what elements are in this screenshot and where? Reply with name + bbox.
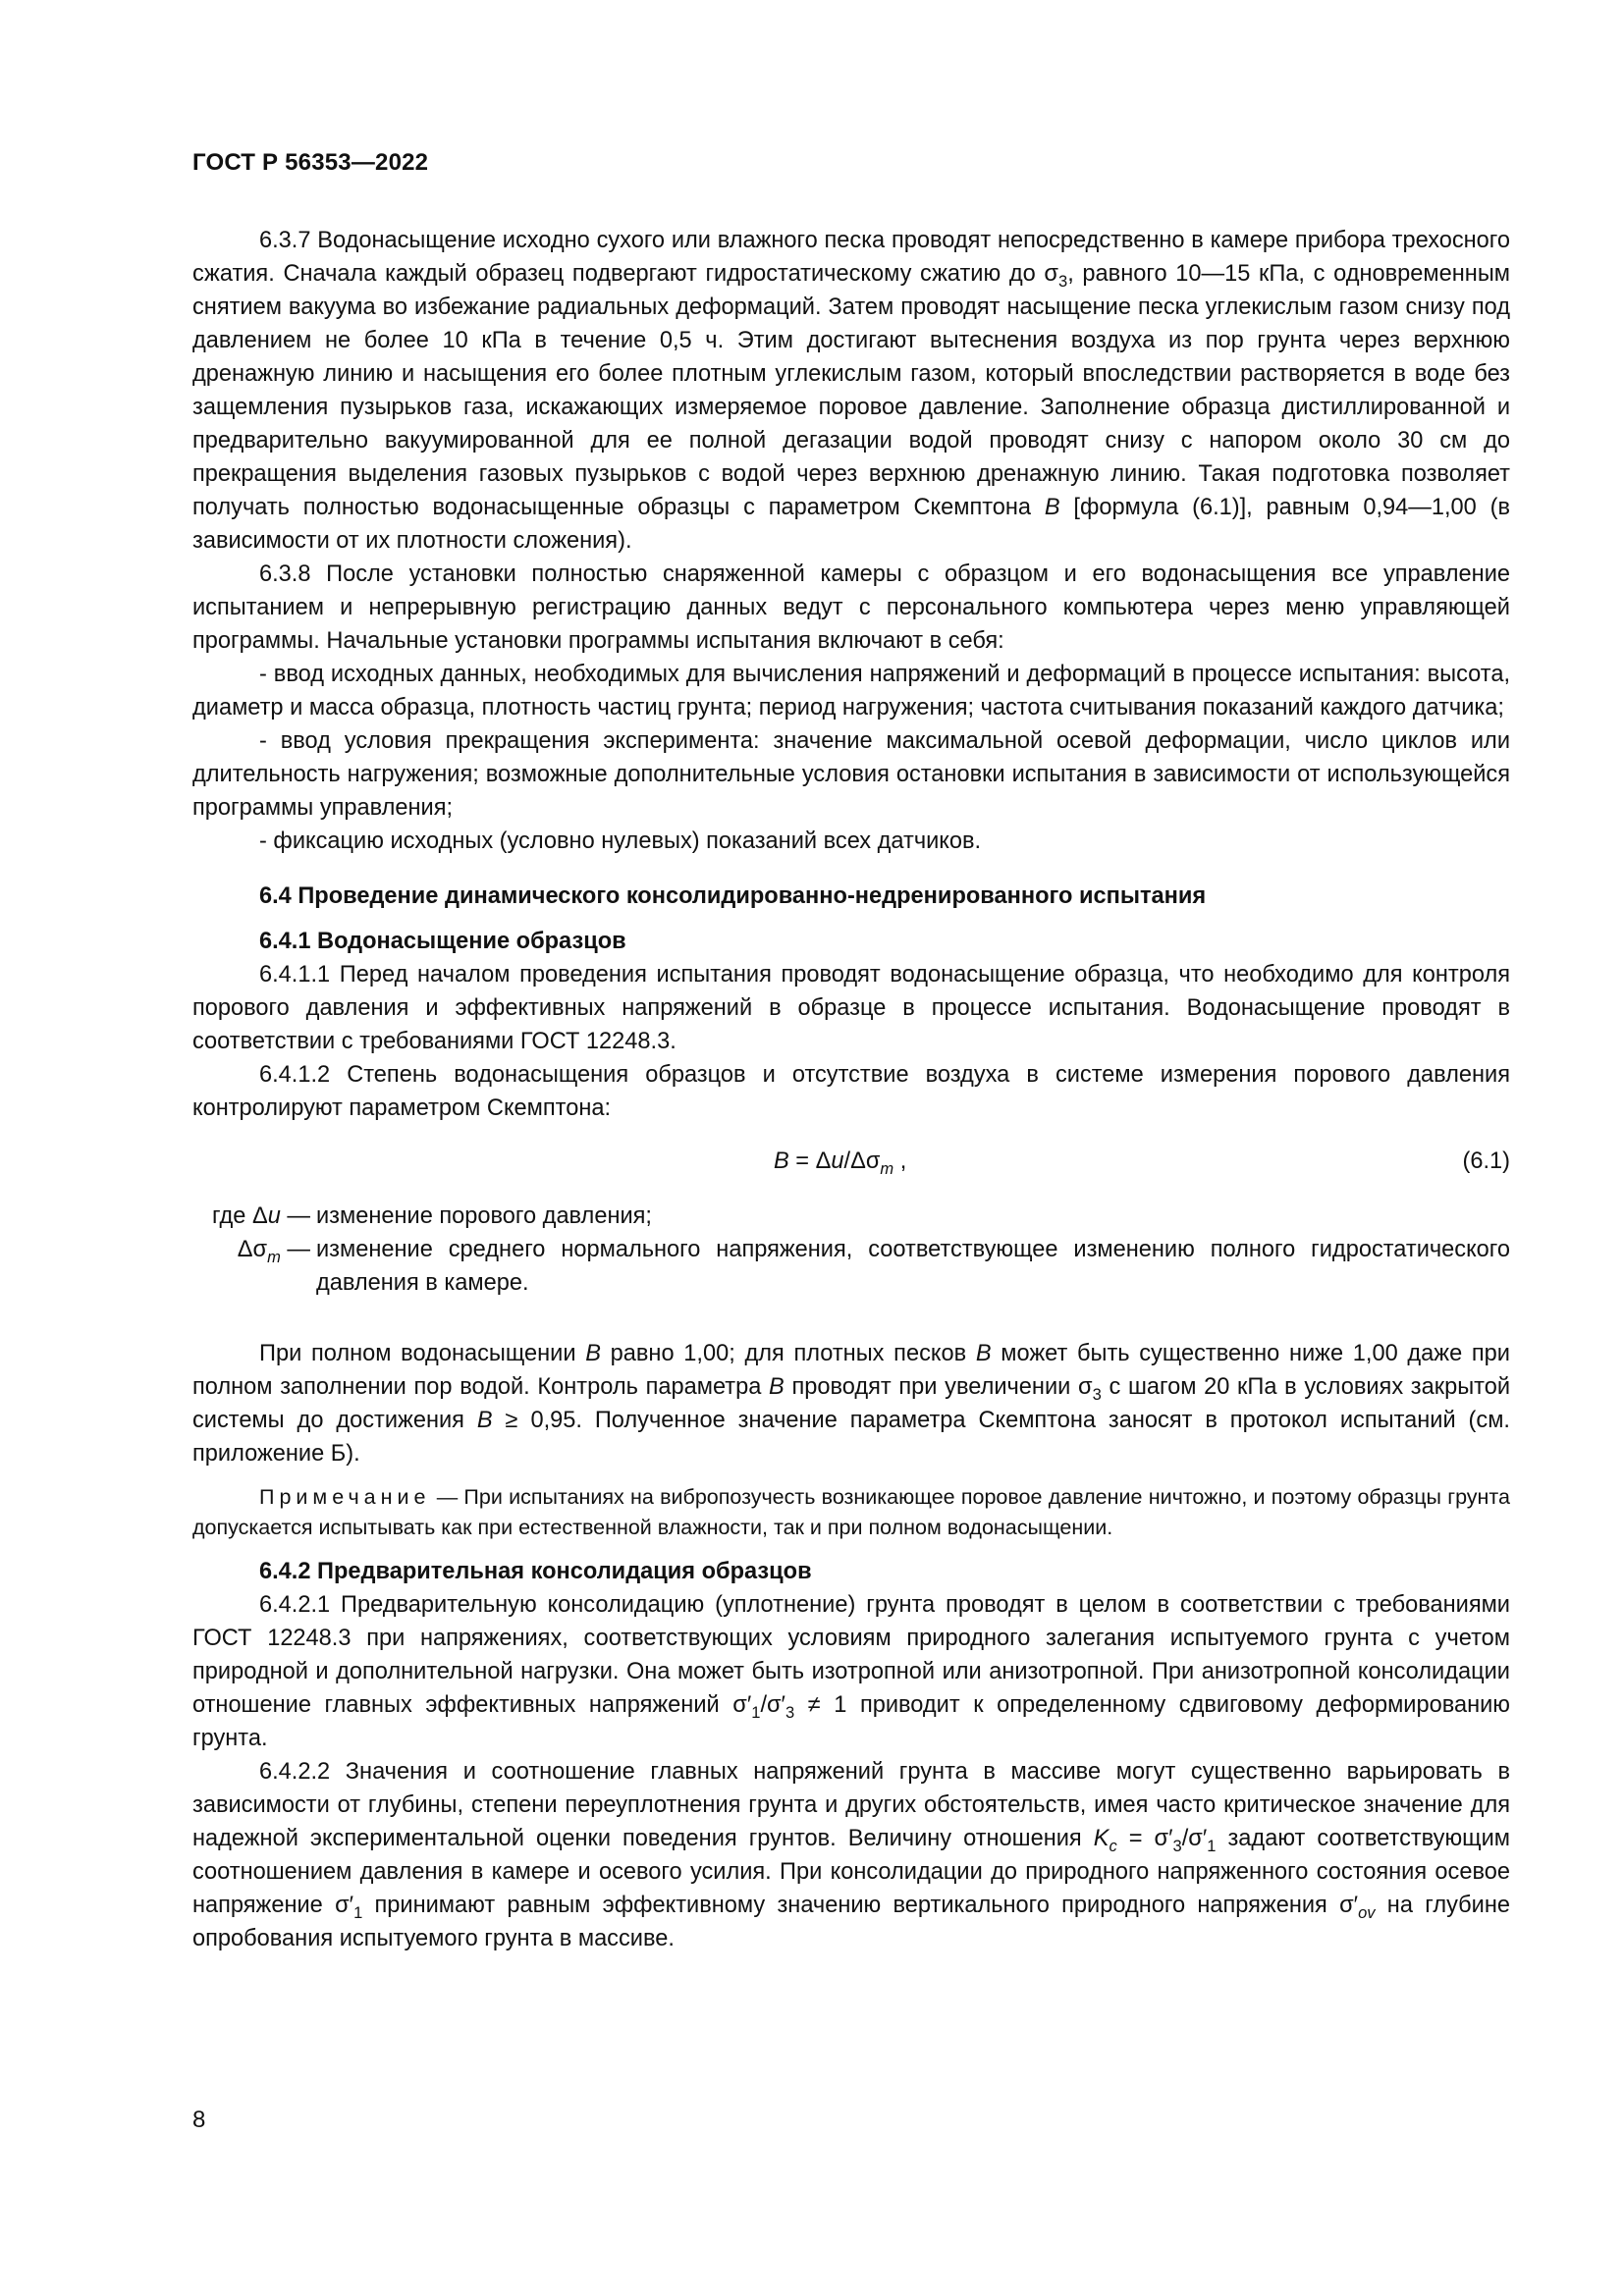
- paragraph-6-4-2-2: 6.4.2.2 Значения и соотношение главных напряжений грунта в массиве могут существенно варьировать в зависимости от глубины, степени переуплотнения грунта и других обстоятельств, имея часто критическое значение для надежной экспериментальной оценки поведения грунтов. Величину отношения $K_c = \sigma'_3/\sigma'_1$ задают соответствующим соотношением давления в камере и осевого усилия. При консолидации до природного напряженного состояния осевое напряжение $\sigma'_1$ принимают равным эффективному значению вертикального природного напряжения $\sigma'_{ov}$ на глубине опробования испытуемого грунта в массиве.: [192, 1759, 1510, 1951]
- paragraph-6-3-8: 6.3.8 После установки полностью снаряженной камеры с образцом и его водонасыщения все управление испытанием и непрерывную регистрацию данных ведут с персонального компьютера через меню управляющей программы. Начальные установки программы испытания включают в себя:: [192, 561, 1510, 654]
- subsection-heading-6-4-1: 6.4.1 Водонасыщение образцов: [259, 929, 626, 954]
- page-number: 8: [192, 2107, 206, 2133]
- section-heading-6-4: 6.4 Проведение динамического консолидированно-недренированного испытания: [259, 883, 1207, 909]
- paragraph-6-3-7: 6.3.7 Водонасыщение исходно сухого или влажного песка проводят непосредственно в камере прибора трехосного сжатия. Сначала каждый образец подвергают гидростатическому сжатию до $\sigma_3$, равного 10—15 кПа, с одновременным снятием вакуума во избежание радиальных деформаций. Затем проводят насыщение песка углекислым газом снизу под давлением не более 10 кПа в течение 0,5 ч. Этим достигают вытеснения воздуха из пор грунта через верхнюю дренажную линию и насыщения его более плотным углекислым газом, который впоследствии растворяется в воде без защемления пузырьков газа, искажающих измеряемое поровое давление. Заполнение образца дистиллированной и предварительно вакуумированной для ее полной дегазации водой проводят снизу с напором около 30 см до прекращения выделения газовых пузырьков с водой через верхнюю дренажную линию. Такая подготовка позволяет получать полностью водонасыщенные образцы с параметром Скемптона В [формула (6.1)], равным 0,94—1,00 (в зависимости от их плотности сложения).: [192, 228, 1511, 554]
- subsection-heading-6-4-2: 6.4.2 Предварительная консолидация образцов: [259, 1559, 812, 1584]
- list-item: - ввод исходных данных, необходимых для вычисления напряжений и деформаций в процессе испытания: высота, диаметр и масса образца, плотность частиц грунта; период нагружения; частота считывания показаний каждого датчика;: [192, 662, 1510, 721]
- formula-expression: $В = \Delta u/\Delta\sigma_m$ ,: [774, 1148, 907, 1178]
- formula-6-1: [192, 1145, 1510, 1178]
- formula-definitions: [192, 1200, 1510, 1300]
- list-item: - фиксацию исходных (условно нулевых) показаний всех датчиков.: [259, 828, 982, 854]
- definition-row: где Δu — изменение порового давления;: [211, 1203, 652, 1229]
- paragraph-6-4-1-1: 6.4.1.1 Перед началом проведения испытания проводят водонасыщение образца, что необходимо для контроля порового давления и эффективных напряжений в образце в процессе испытания. Водонасыщение проводят в соответствии с требованиями ГОСТ 12248.3.: [192, 962, 1510, 1054]
- document-header: ГОСТ Р 56353—2022: [192, 149, 429, 176]
- paragraph-full-saturation: При полном водонасыщении В равно 1,00; для плотных песков В может быть существенно ниже 1,00 даже при полном заполнении пор водой. Контроль параметра В проводят при увеличении $\sigma_3$ с шагом 20 кПа в условиях закрытой системы до достижения В ≥ 0,95. Полученное значение параметра Скемптона заносят в протокол испытаний (см. приложение Б).: [192, 1341, 1510, 1467]
- list-item: - ввод условия прекращения эксперимента: значение максимальной осевой деформации, число циклов или длительность нагружения; возможные дополнительные условия остановки испытания в зависимости от использующейся программы управления;: [192, 728, 1510, 821]
- paragraph-6-4-1-2: 6.4.1.2 Степень водонасыщения образцов и отсутствие воздуха в системе измерения порового давления контролируют параметром Скемптона:: [192, 1062, 1510, 1121]
- document-body: [192, 224, 1510, 1955]
- formula-number: (6.1): [1462, 1148, 1510, 1174]
- paragraph-6-4-2-1: 6.4.2.1 Предварительную консолидацию (уплотнение) грунта проводят в целом в соответствии с требованиями ГОСТ 12248.3 при напряжениях, соответствующих условиям природного залегания испытуемого грунта с учетом природной и дополнительной нагрузки. Она может быть изотропной или анизотропной. При анизотропной консолидации отношение главных эффективных напряжений $\sigma'_1/\sigma'_3 \ne 1$ приводит к определенному сдвиговому деформированию грунта.: [192, 1592, 1511, 1751]
- definition-row: $\Delta\sigma_m$ — изменение среднего нормального напряжения, соответствующее изменению полного гидростатического давления в камере.: [237, 1237, 1510, 1296]
- note: Примечание — При испытаниях на вибропозучесть возникающее поровое давление ничтожно, и поэтому образцы грунта допускается испытывать как при естественной влажности, так и при полном водонасыщении.: [192, 1485, 1510, 1539]
